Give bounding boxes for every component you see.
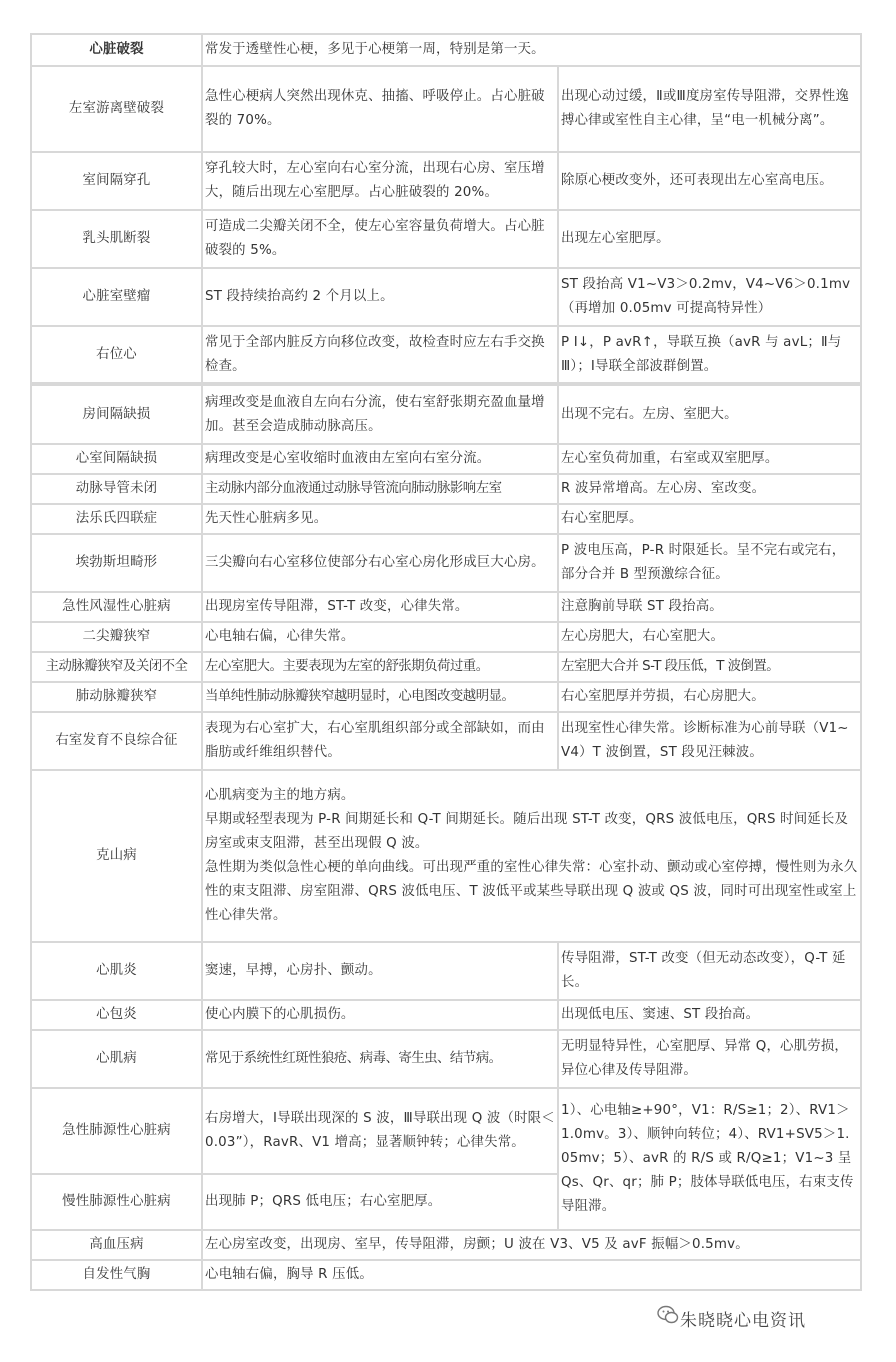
disease-name: 慢性肺源性心脏病	[31, 1174, 202, 1230]
table-row	[31, 66, 861, 152]
disease-name: 自发性气胸	[31, 1260, 202, 1290]
table-row	[31, 384, 861, 444]
table-row	[31, 1030, 861, 1088]
table-row	[31, 1088, 861, 1174]
table-row	[31, 268, 861, 326]
ecg-findings: 除原心梗改变外，还可表现出左心室高电压。	[558, 152, 861, 210]
table-row	[31, 152, 861, 210]
table-row	[31, 444, 861, 474]
ecg-findings: R 波异常增高。左心房、室改变。	[558, 474, 861, 504]
description: ST 段持续抬高约 2 个月以上。	[202, 268, 558, 326]
disease-name: 心脏室壁瘤	[31, 268, 202, 326]
table-row	[31, 622, 861, 652]
description-line: 早期或轻型表现为 P-R 间期延长和 Q-T 间期延长。随后出现 ST-T 改变，QRS 波低电压，QRS 时间延长及房室或束支阻滞，甚至出现假 Q 波。	[205, 812, 849, 851]
table-row	[31, 592, 861, 622]
disease-name: 室间隔穿孔	[31, 152, 202, 210]
ecg-findings: 出现不完右。左房、室肥大。	[558, 384, 861, 444]
ecg-findings: 左心房肥大，右心室肥大。	[558, 622, 861, 652]
disease-name: 动脉导管未闭	[31, 474, 202, 504]
ecg-findings: 传导阻滞，ST-T 改变（但无动态改变），Q-T 延长。	[558, 942, 861, 1000]
disease-name: 乳头肌断裂	[31, 210, 202, 268]
disease-name: 急性肺源性心脏病	[31, 1088, 202, 1174]
disease-name: 心脏破裂	[31, 34, 202, 66]
description: 穿孔较大时，左心室向右心室分流，出现右心房、室压增大，随后出现左心室肥厚。占心脏破裂的 20%。	[202, 152, 558, 210]
table-row	[31, 1260, 861, 1290]
description: 三尖瓣向右心室移位使部分右心室心房化形成巨大心房。	[202, 534, 558, 592]
table-row	[31, 34, 861, 66]
description: 表现为右心室扩大，右心室肌组织部分或全部缺如，而由脂肪或纤维组织替代。	[202, 712, 558, 770]
description: 左心室肥大。主要表现为左室的舒张期负荷过重。	[202, 652, 558, 682]
table-row	[31, 712, 861, 770]
ecg-findings: P Ⅰ↓，P avR↑，导联互换（avR 与 avL；Ⅱ与Ⅲ）；Ⅰ导联全部波群倒置。	[558, 326, 861, 384]
description-line: 心肌病变为主的地方病。	[205, 788, 355, 803]
disease-name: 心肌病	[31, 1030, 202, 1088]
table-row	[31, 326, 861, 384]
ecg-findings: 出现左心室肥厚。	[558, 210, 861, 268]
disease-name: 心室间隔缺损	[31, 444, 202, 474]
table-row	[31, 652, 861, 682]
disease-name: 法乐氏四联症	[31, 504, 202, 534]
disease-name: 二尖瓣狭窄	[31, 622, 202, 652]
disease-name: 肺动脉瓣狭窄	[31, 682, 202, 712]
table-row	[31, 474, 861, 504]
ecg-findings: 1）、心电轴≥+90°，V1：R/S≥1；2）、RV1＞1.0mv。3）、顺钟向转位；4）、RV1+SV5＞1.05mv；5）、avR 的 R/S 或 R/Q≥1；V1~3 呈 Qs、Qr、qr；肺 P；肢体导联低电压，右束支传导阻滞。	[558, 1088, 861, 1230]
disease-name: 左室游离壁破裂	[31, 66, 202, 152]
description: 右房增大，Ⅰ导联出现深的 S 波，Ⅲ导联出现 Q 波（时限＜0.03”），RavR、V1 增高；显著顺钟转；心律失常。	[202, 1088, 558, 1174]
ecg-findings: 出现心动过缓，Ⅱ或Ⅲ度房室传导阻滞，交界性逸搏心律或室性自主心律，呈“电一机械分离”。	[558, 66, 861, 152]
ecg-findings: 右心室肥厚。	[558, 504, 861, 534]
ecg-findings: 右心室肥厚并劳损，右心房肥大。	[558, 682, 861, 712]
ecg-disease-table	[30, 33, 862, 1291]
wechat-icon	[657, 1305, 679, 1325]
description: 常见于全部内脏反方向移位改变，故检查时应左右手交换检查。	[202, 326, 558, 384]
description	[202, 770, 861, 942]
table-row	[31, 682, 861, 712]
description: 出现房室传导阻滞，ST-T 改变，心律失常。	[202, 592, 558, 622]
ecg-findings: 左心室负荷加重，右室或双室肥厚。	[558, 444, 861, 474]
description: 左心房室改变，出现房、室早，传导阻滞，房颤；U 波在 V3、V5 及 avF 振幅＞0.5mv。	[202, 1230, 861, 1260]
watermark-text: 朱晓晓心电资讯	[680, 1311, 806, 1331]
table-row	[31, 1000, 861, 1030]
table-row	[31, 534, 861, 592]
table-row	[31, 1230, 861, 1260]
disease-name: 高血压病	[31, 1230, 202, 1260]
description: 当单纯性肺动脉瓣狭窄越明显时，心电图改变越明显。	[202, 682, 558, 712]
ecg-findings: ST 段抬高 V1~V3＞0.2mv，V4~V6＞0.1mv（再增加 0.05mv 可提高特异性）	[558, 268, 861, 326]
ecg-findings: 注意胸前导联 ST 段抬高。	[558, 592, 861, 622]
table-row	[31, 942, 861, 1000]
disease-name: 急性风湿性心脏病	[31, 592, 202, 622]
disease-name: 心肌炎	[31, 942, 202, 1000]
table-row	[31, 210, 861, 268]
description: 急性心梗病人突然出现休克、抽搐、呼吸停止。占心脏破裂的 70%。	[202, 66, 558, 152]
disease-name: 右位心	[31, 326, 202, 384]
disease-name: 右室发育不良综合征	[31, 712, 202, 770]
description: 主动脉内部分血液通过动脉导管流向肺动脉影响左室	[202, 474, 558, 504]
description: 出现肺 P；QRS 低电压；右心室肥厚。	[202, 1174, 558, 1230]
description: 窦速，早搏，心房扑、颤动。	[202, 942, 558, 1000]
table-row	[31, 504, 861, 534]
description: 常发于透壁性心梗，多见于心梗第一周，特别是第一天。	[202, 34, 861, 66]
description: 使心内膜下的心肌损伤。	[202, 1000, 558, 1030]
ecg-findings: 左室肥大合并 S-T 段压低，T 波倒置。	[558, 652, 861, 682]
disease-name: 埃勃斯坦畸形	[31, 534, 202, 592]
description-line: 急性期为类似急性心梗的单向曲线。可出现严重的室性心律失常：心室扑动、颤动或心室停搏，慢性则为永久性的束支阻滞、房室阻滞、QRS 波低电压、T 波低平或某些导联出现 Q 波或 QS 波，同时可出现室性或室上性心律失常。	[205, 860, 858, 923]
disease-name: 心包炎	[31, 1000, 202, 1030]
description: 可造成二尖瓣关闭不全，使左心室容量负荷增大。占心脏破裂的 5%。	[202, 210, 558, 268]
description: 先天性心脏病多见。	[202, 504, 558, 534]
description: 病理改变是血液自左向右分流，使右室舒张期充盈血量增加。甚至会造成肺动脉高压。	[202, 384, 558, 444]
description: 心电轴右偏，心律失常。	[202, 622, 558, 652]
disease-name: 房间隔缺损	[31, 384, 202, 444]
table-row	[31, 770, 861, 942]
ecg-findings: 无明显特异性，心室肥厚、异常 Q，心肌劳损，异位心律及传导阻滞。	[558, 1030, 861, 1088]
disease-name: 主动脉瓣狭窄及关闭不全	[31, 652, 202, 682]
disease-name: 克山病	[31, 770, 202, 942]
ecg-findings: P 波电压高，P-R 时限延长。呈不完右或完右，部分合并 B 型预激综合征。	[558, 534, 861, 592]
ecg-findings: 出现低电压、窦速、ST 段抬高。	[558, 1000, 861, 1030]
description: 病理改变是心室收缩时血液由左室向右室分流。	[202, 444, 558, 474]
description: 心电轴右偏，胸导 R 压低。	[202, 1260, 861, 1290]
description: 常见于系统性红斑性狼疮、病毒、寄生虫、结节病。	[202, 1030, 558, 1088]
ecg-findings: 出现室性心律失常。诊断标准为心前导联（V1~V4）T 波倒置，ST 段见汪棘波。	[558, 712, 861, 770]
